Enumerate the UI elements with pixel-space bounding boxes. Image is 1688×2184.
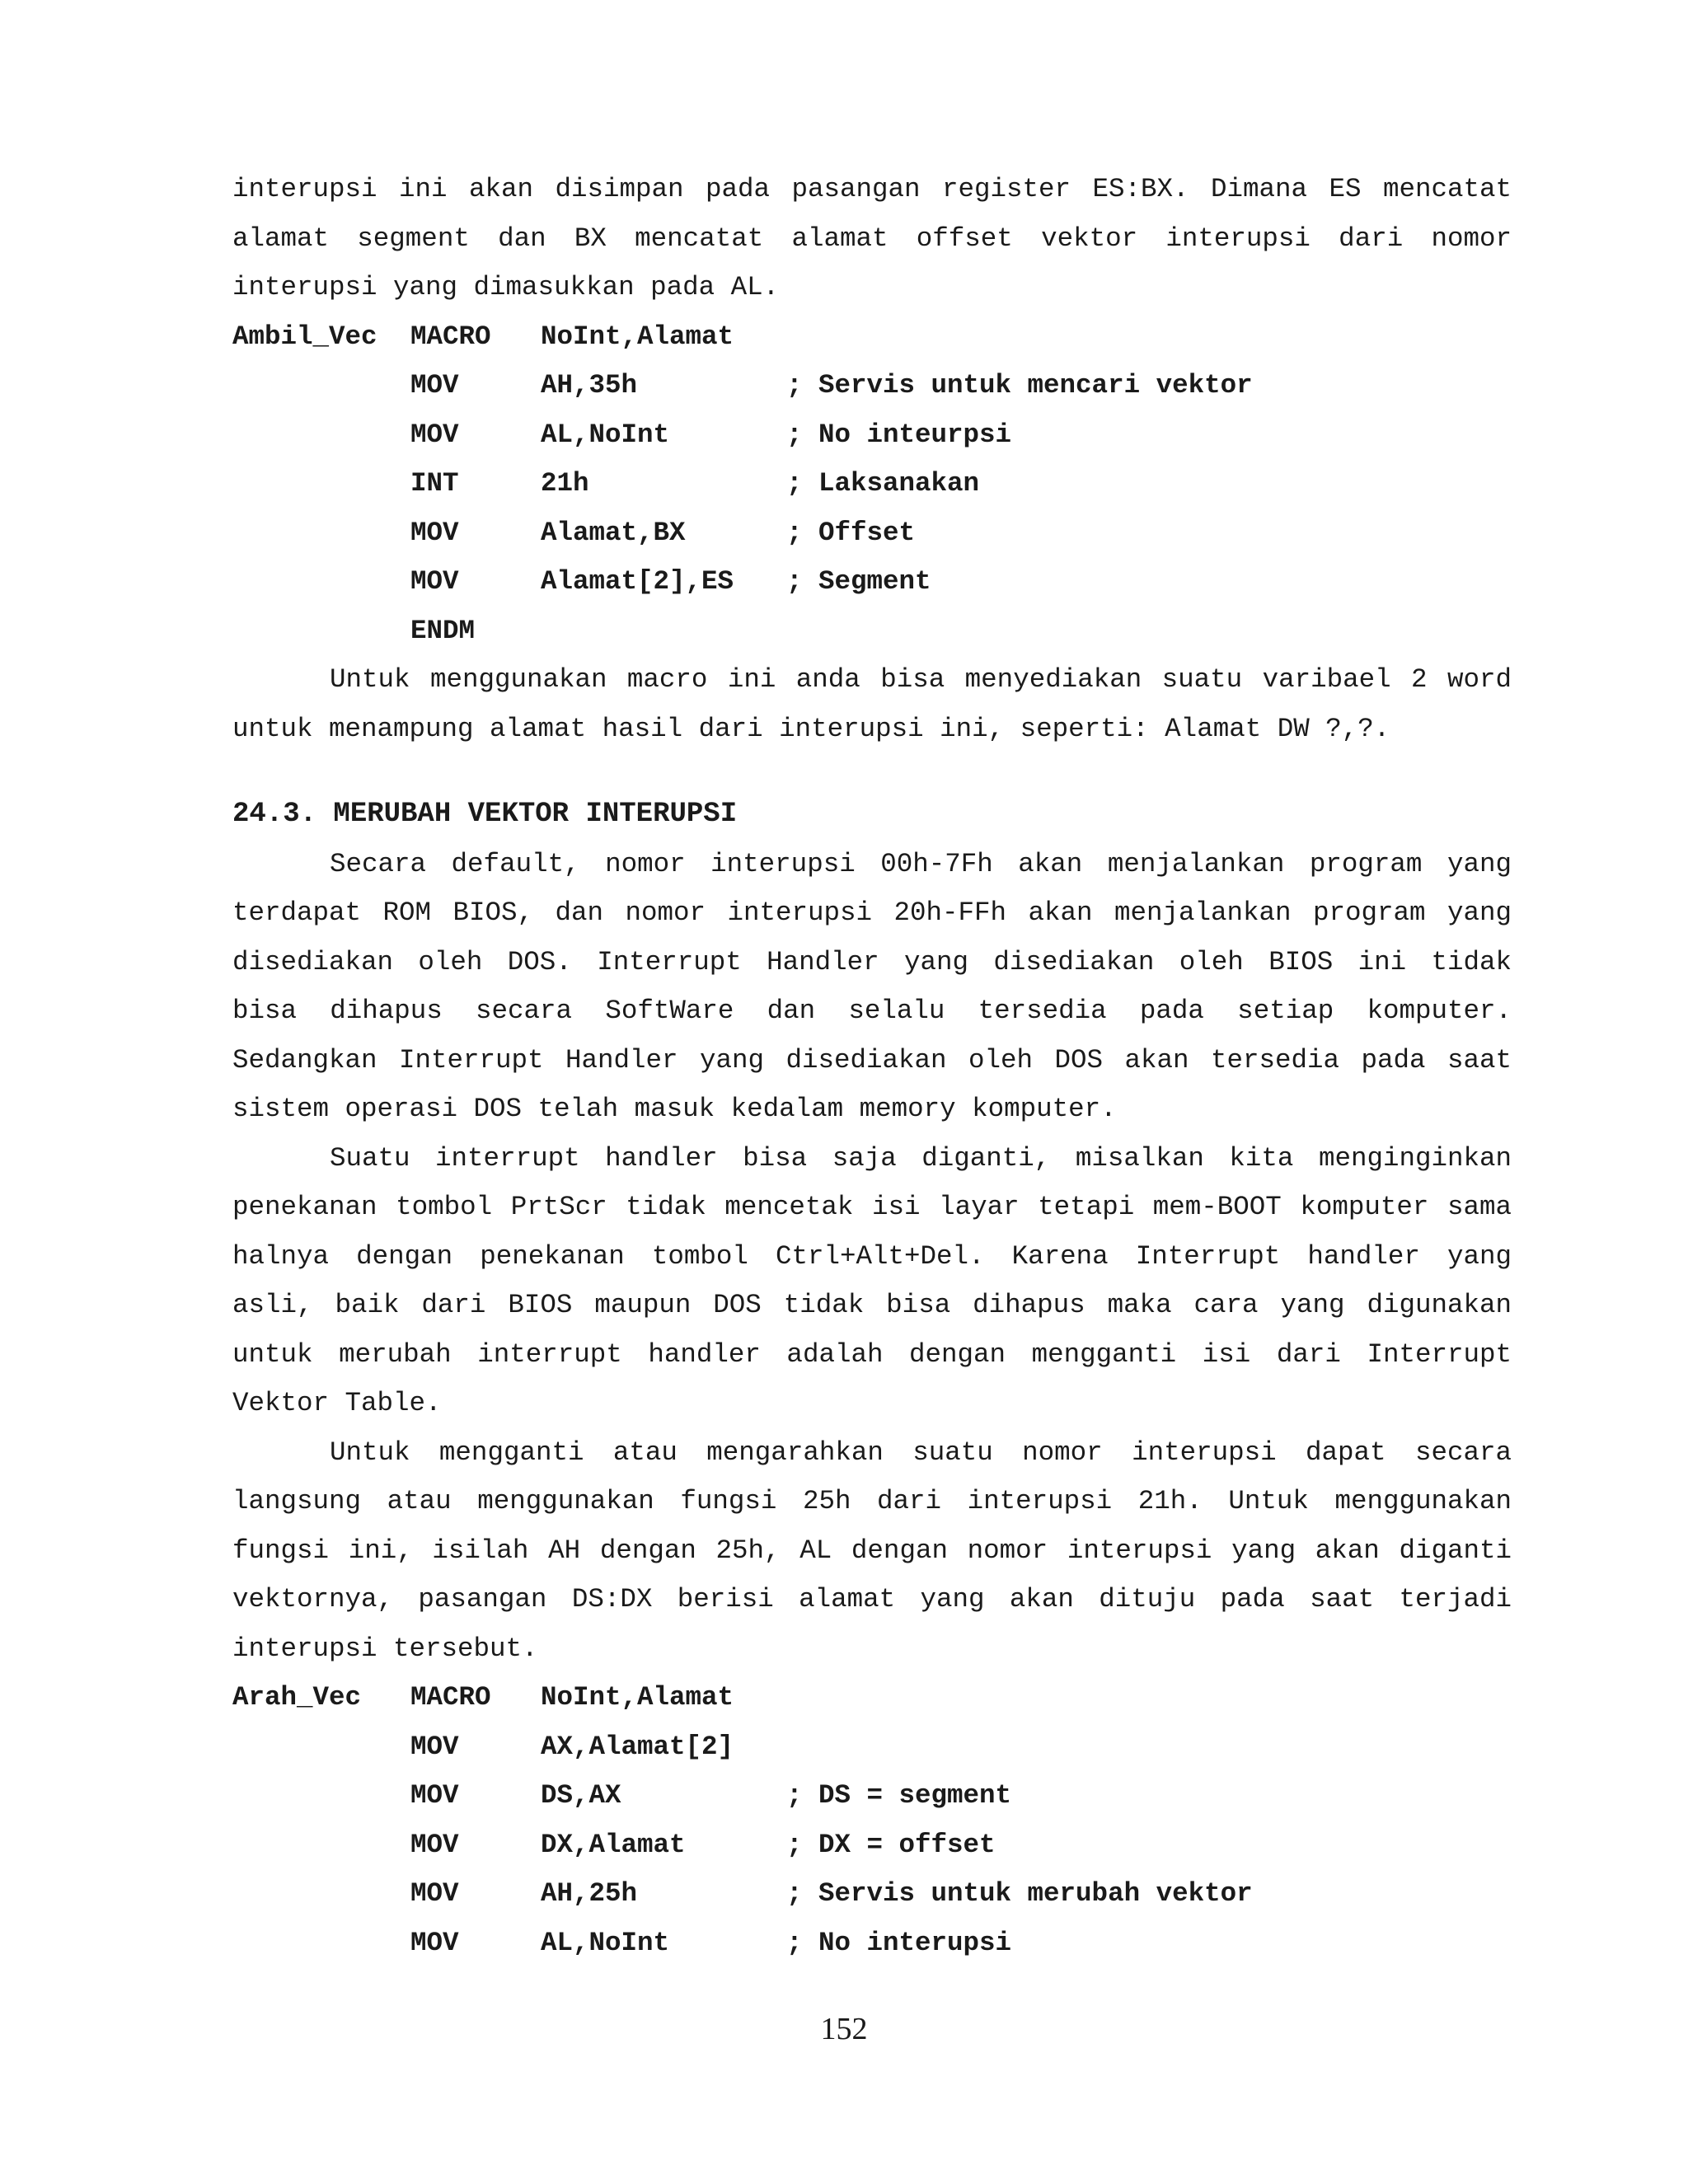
code-line — [232, 1821, 1512, 1870]
paragraph-function-25h — [232, 1428, 1512, 1674]
code-block-arah-vec — [232, 1673, 1512, 1967]
code-opcode: MOV — [410, 1927, 459, 1958]
text-line: bisa dihapus secara SoftWare dan selalu tersedia pada setiap komputer. — [232, 996, 1512, 1026]
text-line: alamat segment dan BX mencatat alamat offset vektor interupsi dari nomor — [232, 223, 1512, 254]
text-line: interupsi tersebut. — [232, 1633, 538, 1664]
code-comment: ; DS = segment — [786, 1780, 1012, 1811]
code-line — [232, 459, 1512, 509]
code-opcode: MOV — [410, 517, 459, 548]
code-comment: ; Laksanakan — [786, 468, 980, 499]
text-line: terdapat ROM BIOS, dan nomor interupsi 20h-FFh akan menjalankan program yang — [232, 898, 1512, 928]
code-opcode: MOV — [410, 1829, 459, 1860]
code-line — [232, 557, 1512, 607]
code-operand: Alamat[2],ES — [541, 566, 734, 597]
section-spacer — [232, 753, 1512, 790]
code-operand: AL,NoInt — [541, 419, 670, 450]
code-operand: 21h — [541, 468, 589, 499]
text-line: asli, baik dari BIOS maupun DOS tidak bisa dihapus maka cara yang digunakan — [232, 1290, 1512, 1320]
code-line — [232, 1673, 1512, 1722]
code-comment: ; Servis untuk merubah vektor — [786, 1878, 1253, 1909]
page-content — [232, 165, 1512, 1967]
text-line: sistem operasi DOS telah masuk kedalam memory komputer. — [232, 1094, 1117, 1124]
text-line: interupsi yang dimasukkan pada AL. — [232, 272, 780, 302]
code-operand: DS,AX — [541, 1780, 621, 1811]
code-line — [232, 312, 1512, 362]
text-line: Secara default, nomor interupsi 00h-7Fh akan menjalankan program yang — [330, 848, 1512, 879]
code-operand: NoInt,Alamat — [541, 1682, 734, 1713]
code-comment: ; No inteurpsi — [786, 419, 1012, 450]
paragraph-intro — [232, 165, 1512, 312]
code-operand: NoInt,Alamat — [541, 321, 734, 352]
code-comment: ; Offset — [786, 517, 916, 548]
code-operand: DX,Alamat — [541, 1829, 686, 1860]
code-line — [232, 1771, 1512, 1821]
text-line: Untuk mengganti atau mengarahkan suatu nomor interupsi dapat secara — [330, 1436, 1512, 1468]
code-opcode: ENDM — [410, 615, 476, 646]
paragraph-macro-usage — [232, 655, 1512, 753]
code-operand: AH,25h — [541, 1878, 638, 1909]
code-label: Arah_Vec — [232, 1682, 362, 1713]
code-opcode: MOV — [410, 1731, 459, 1762]
text-line: untuk menampung alamat hasil dari interupsi ini, seperti: Alamat DW ?,?. — [232, 713, 1390, 744]
code-operand: AL,NoInt — [541, 1927, 670, 1958]
code-block-ambil-vec — [232, 312, 1512, 656]
code-comment: ; Servis untuk mencari vektor — [786, 370, 1253, 401]
text-line: Sedangkan Interrupt Handler yang disediakan oleh DOS akan tersedia pada saat — [232, 1044, 1512, 1076]
code-opcode: MOV — [410, 1780, 459, 1811]
text-line: penekanan tombol PrtScr tidak mencetak isi layar tetapi mem-BOOT komputer sama — [232, 1192, 1512, 1222]
code-line — [232, 410, 1512, 460]
code-line — [232, 361, 1512, 410]
text-line: untuk merubah interrupt handler adalah dengan mengganti isi dari Interrupt — [232, 1338, 1512, 1370]
code-label: Ambil_Vec — [232, 321, 377, 352]
text-line: Vektor Table. — [232, 1388, 442, 1418]
code-opcode: MOV — [410, 566, 459, 597]
code-line — [232, 1919, 1512, 1968]
paragraph-replace-handler — [232, 1134, 1512, 1428]
code-opcode: INT — [410, 468, 459, 499]
code-line — [232, 1869, 1512, 1919]
text-line: disediakan oleh DOS. Interrupt Handler yang disediakan oleh BIOS ini tidak — [232, 946, 1512, 977]
code-comment: ; No interupsi — [786, 1927, 1012, 1958]
code-opcode: MOV — [410, 1878, 459, 1909]
code-line — [232, 1722, 1512, 1772]
page-number: 152 — [820, 2012, 868, 2046]
code-comment: ; Segment — [786, 566, 931, 597]
text-line: fungsi ini, isilah AH dengan 25h, AL dengan nomor interupsi yang akan diganti — [232, 1535, 1512, 1566]
code-operand: Alamat,BX — [541, 517, 686, 548]
code-opcode: MOV — [410, 419, 459, 450]
text-line: interupsi ini akan disimpan pada pasangan register ES:BX. Dimana ES mencatat — [232, 174, 1512, 204]
code-operand: AH,35h — [541, 370, 638, 401]
code-line — [232, 607, 1512, 656]
code-opcode: MOV — [410, 370, 459, 401]
code-line — [232, 509, 1512, 558]
code-opcode: MACRO — [410, 321, 491, 352]
section-heading: 24.3. MERUBAH VEKTOR INTERUPSI — [232, 799, 738, 830]
text-line: vektornya, pasangan DS:DX berisi alamat yang akan dituju pada saat terjadi — [232, 1584, 1512, 1615]
code-operand: AX,Alamat[2] — [541, 1731, 734, 1762]
code-comment: ; DX = offset — [786, 1829, 996, 1860]
code-opcode: MACRO — [410, 1682, 491, 1713]
paragraph-default-vectors — [232, 840, 1512, 1134]
text-line: langsung atau menggunakan fungsi 25h dari interupsi 21h. Untuk menggunakan — [232, 1486, 1512, 1516]
text-line: halnya dengan penekanan tombol Ctrl+Alt+Del. Karena Interrupt handler yang — [232, 1240, 1512, 1272]
text-line: Suatu interrupt handler bisa saja diganti, misalkan kita menginginkan — [330, 1142, 1512, 1174]
text-line: Untuk menggunakan macro ini anda bisa menyediakan suatu varibael 2 word — [330, 664, 1512, 695]
